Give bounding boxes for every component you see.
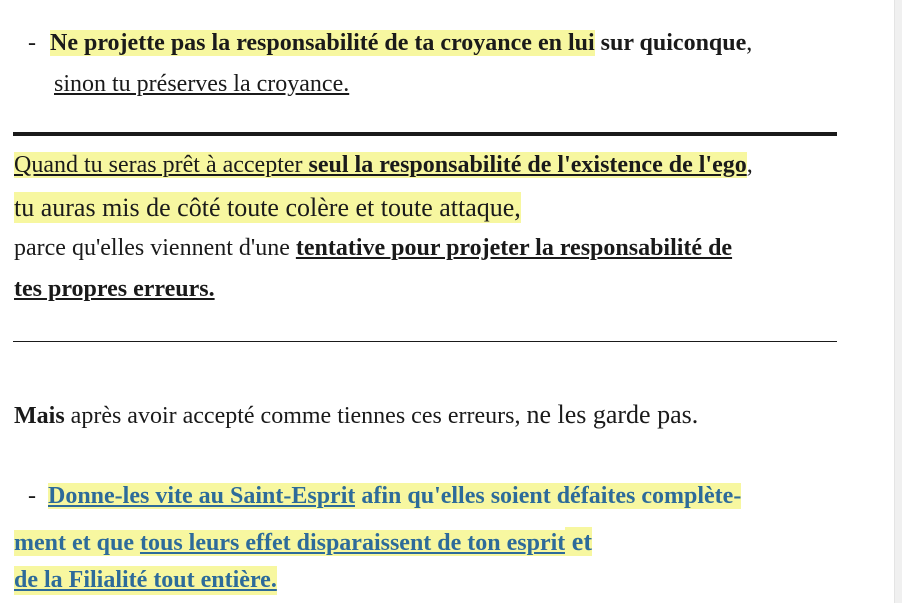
large-text: ne les garde pas. bbox=[526, 400, 699, 429]
scrollbar-track[interactable] bbox=[894, 0, 902, 603]
bullet-line-8 bbox=[28, 482, 741, 511]
highlighted-text: afin qu'elles soient défaites complète- bbox=[355, 483, 742, 509]
link-text[interactable]: tous leurs effet disparaissent de ton esprit bbox=[139, 530, 566, 556]
text-line-6: tes propres erreurs. bbox=[14, 276, 215, 302]
highlighted-text: et bbox=[565, 527, 592, 556]
bold-text: Mais bbox=[14, 403, 65, 429]
text-line-9 bbox=[14, 526, 592, 558]
text: , bbox=[746, 30, 753, 56]
bullet-line-1 bbox=[28, 29, 752, 58]
text-line-7 bbox=[14, 399, 698, 431]
highlighted-bold-text: seul la responsabilité de l'existence de l'ego bbox=[308, 152, 747, 178]
text-line-2: sinon tu préserves la croyance. bbox=[54, 71, 350, 97]
text: , bbox=[746, 152, 753, 178]
highlighted-text: Ne projette pas la responsabilité de ta croyance en lui bbox=[50, 30, 595, 56]
text-line-4: tu auras mis de côté toute colère et toute attaque, bbox=[14, 193, 521, 222]
bold-text: sur quiconque bbox=[594, 30, 747, 56]
text: parce qu'elles viennent d'une bbox=[14, 235, 296, 261]
link-text[interactable]: Donne-les vite au Saint-Esprit bbox=[48, 483, 356, 509]
text-line-3 bbox=[14, 151, 753, 180]
thin-divider bbox=[13, 341, 837, 342]
text-line-10[interactable]: de la Filialité tout entière. bbox=[14, 567, 277, 593]
dash: - bbox=[28, 483, 36, 509]
text: après avoir accepté comme tiennes ces erreurs, bbox=[64, 403, 527, 429]
text-line-5 bbox=[14, 234, 732, 263]
dash: - bbox=[28, 30, 36, 56]
highlighted-underlined-text: Quand tu seras prêt à accepter bbox=[14, 152, 309, 178]
thick-divider bbox=[13, 132, 837, 136]
bold-underlined-text: tentative pour projeter la responsabilité de bbox=[295, 235, 733, 261]
highlighted-text: ment et que bbox=[14, 530, 140, 556]
